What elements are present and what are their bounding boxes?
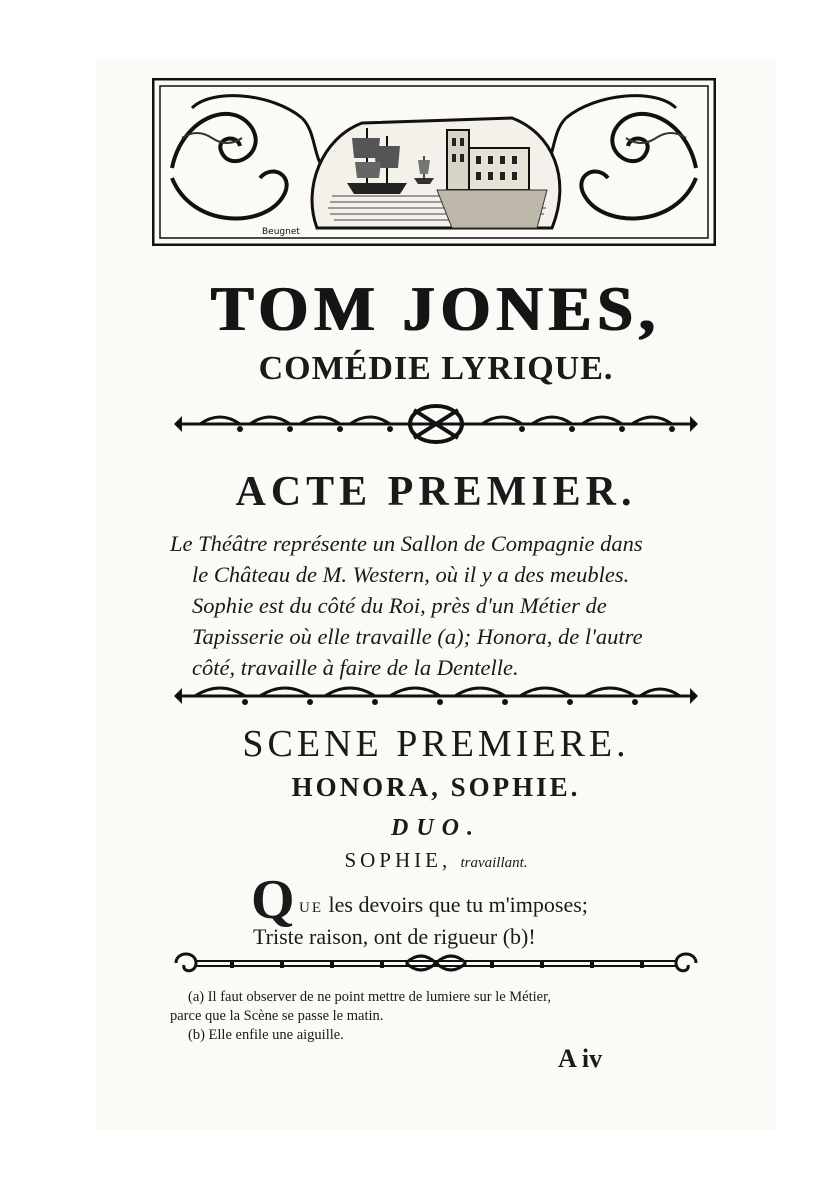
speaker-line bbox=[96, 848, 776, 873]
signature-mark: A iv bbox=[558, 1044, 603, 1073]
footnotes bbox=[170, 988, 730, 1045]
act-title: ACTE PREMIER. bbox=[235, 469, 637, 515]
footnote-b: (b) Elle enfile une aiguille. bbox=[188, 1027, 344, 1043]
play-title: TOM JONES, bbox=[211, 273, 661, 344]
book-page bbox=[96, 60, 776, 1130]
ornamental-rule bbox=[170, 945, 702, 981]
stage-direction-line: côté, travaille à faire de la Dentelle. bbox=[192, 655, 519, 680]
speaker-direction: travaillant. bbox=[460, 855, 528, 871]
ornament-divider-icon bbox=[170, 945, 702, 981]
footnote-a-continued: parce que la Scène se passe le matin. bbox=[170, 1008, 384, 1024]
verse-line bbox=[299, 892, 588, 918]
engraved-headpiece bbox=[152, 78, 716, 246]
speaker-name: SOPHIE, bbox=[344, 848, 452, 872]
drop-cap: Q bbox=[251, 869, 295, 931]
stage-direction-line: Tapisserie où elle travaille (a); Honora, de l'autre bbox=[192, 624, 643, 649]
scene-title: SCENE PREMIERE. bbox=[242, 723, 630, 765]
footnote-a: (a) Il faut observer de ne point mettre de lumiere sur le Métier, bbox=[188, 989, 551, 1005]
ornament-divider-icon bbox=[170, 402, 702, 446]
stage-direction-line: Le Théâtre représente un Sallon de Compagnie dans bbox=[170, 531, 643, 556]
scene-form: DUO. bbox=[391, 815, 481, 841]
verse-line-rest: les devoirs que tu m'imposes; bbox=[323, 892, 588, 917]
verse-smallcaps: UE bbox=[299, 900, 323, 916]
stage-direction-line: le Château de M. Western, où il y a des meubles. bbox=[192, 562, 630, 587]
stage-direction-line: Sophie est du côté du Roi, près d'un Métier de bbox=[192, 593, 607, 618]
play-subtitle: COMÉDIE LYRIQUE. bbox=[258, 350, 614, 387]
scene-characters: HONORA, SOPHIE. bbox=[291, 772, 581, 802]
engraver-signature: Beugnet bbox=[262, 227, 300, 237]
verse-line: Triste raison, ont de rigueur (b)! bbox=[253, 924, 536, 949]
ornamental-rule bbox=[170, 402, 702, 446]
stage-direction bbox=[170, 528, 714, 683]
harbor-vignette-icon bbox=[152, 78, 716, 246]
ornament-divider-icon bbox=[170, 678, 702, 714]
ornamental-rule bbox=[170, 678, 702, 714]
